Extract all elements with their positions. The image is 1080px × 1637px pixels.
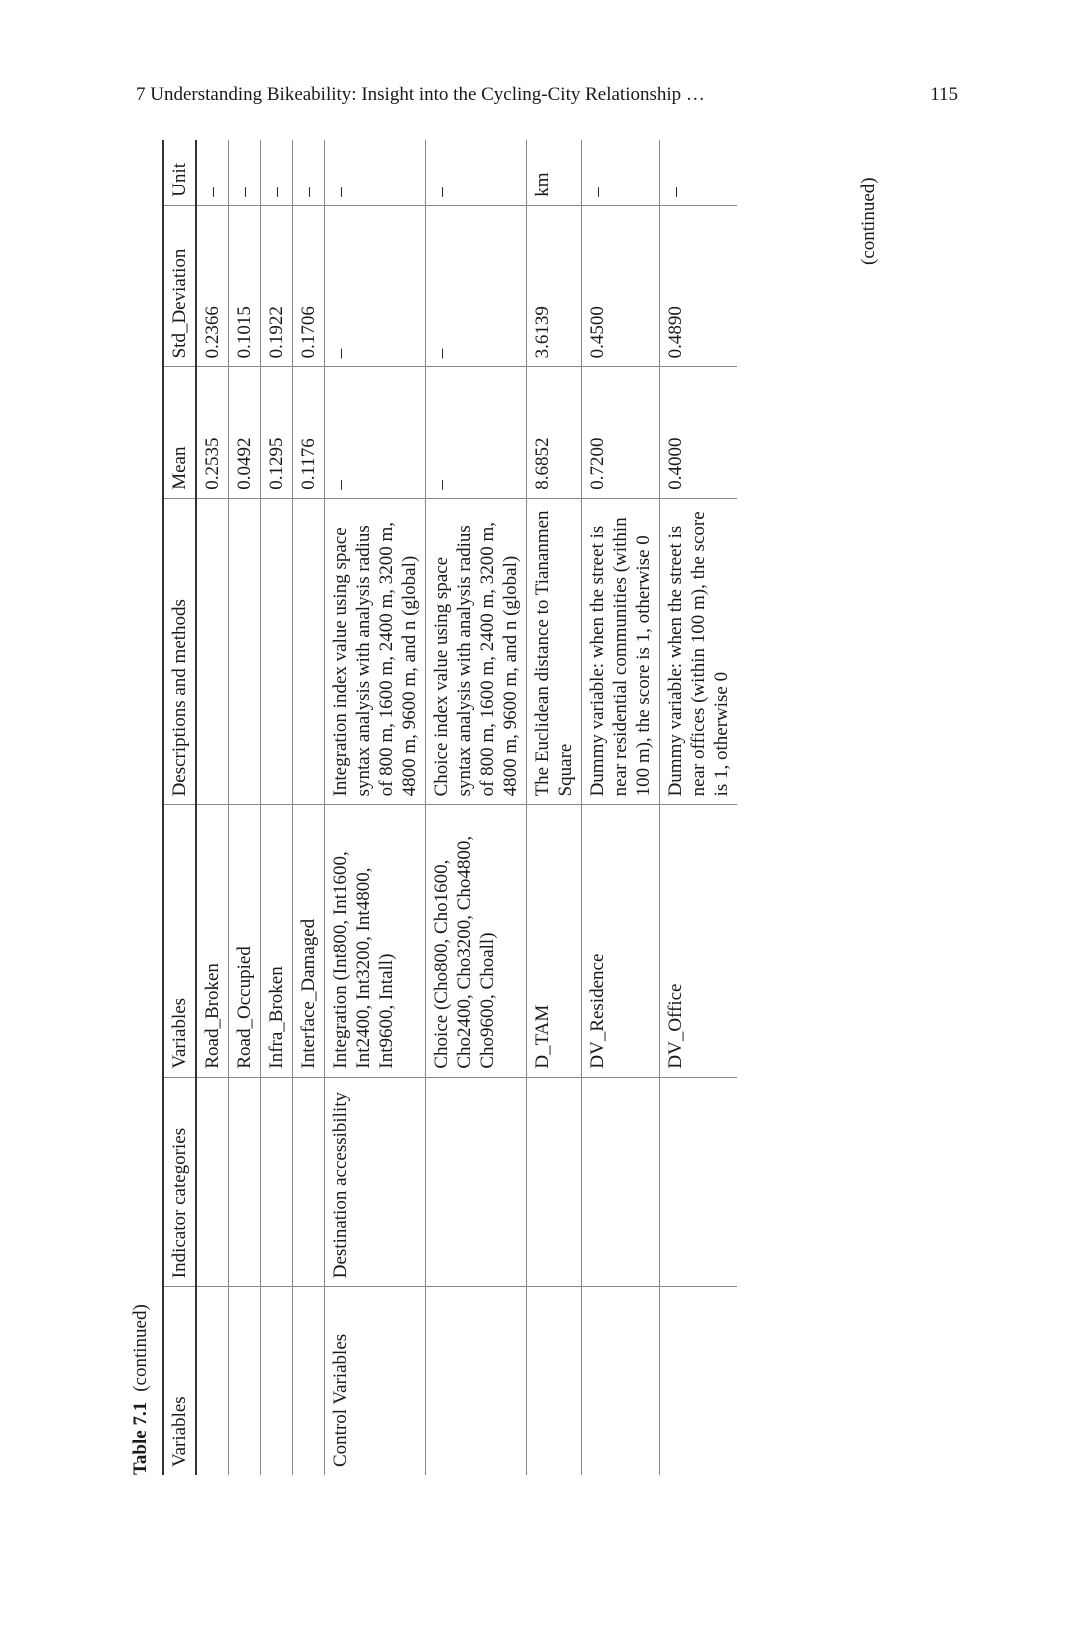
- page-number: 115: [930, 84, 958, 105]
- cell-category: [229, 1077, 261, 1287]
- continued-footer: (continued): [858, 177, 879, 265]
- cell-group: Control Variables: [325, 1287, 426, 1475]
- cell-mean: –: [426, 367, 527, 498]
- cell-unit: –: [196, 140, 229, 205]
- table-row: [527, 140, 582, 1475]
- cell-unit: –: [426, 140, 527, 205]
- cell-variable: Road_Broken: [196, 805, 229, 1077]
- cell-std: 0.2366: [196, 205, 229, 367]
- cell-mean: –: [325, 367, 426, 498]
- rotated-table-block: [126, 140, 892, 1475]
- cell-unit: km: [527, 140, 582, 205]
- cell-description: [293, 498, 325, 805]
- cell-unit: –: [582, 140, 660, 205]
- table-row: [582, 140, 660, 1475]
- col-header-std: Std_Deviation: [163, 205, 196, 367]
- cell-unit: –: [660, 140, 738, 205]
- table-row: [426, 140, 527, 1475]
- cell-unit: –: [325, 140, 426, 205]
- data-table: [162, 140, 737, 1475]
- cell-description: Integration index value using space syntax analysis with analysis radius of 800 m, 1600 m, 2400 m, 3200 m, 4800 m, 9600 m, and n (global): [325, 498, 426, 805]
- cell-std: –: [426, 205, 527, 367]
- cell-mean: 0.0492: [229, 367, 261, 498]
- cell-variable: Choice (Cho800, Cho1600, Cho2400, Cho3200, Cho4800, Cho9600, Choall): [426, 805, 527, 1077]
- cell-mean: 0.1295: [261, 367, 293, 498]
- running-header: [136, 84, 958, 114]
- cell-mean: 0.2535: [196, 367, 229, 498]
- cell-category: [196, 1077, 229, 1287]
- cell-group: [293, 1287, 325, 1475]
- cell-std: 0.4500: [582, 205, 660, 367]
- chapter-title: 7 Understanding Bikeability: Insight into the Cycling-City Relationship …: [136, 84, 705, 105]
- cell-mean: 0.4000: [660, 367, 738, 498]
- cell-std: 3.6139: [527, 205, 582, 367]
- cell-description: The Euclidean distance to Tiananmen Square: [527, 498, 582, 805]
- cell-group: [527, 1287, 582, 1475]
- cell-group: [582, 1287, 660, 1475]
- table-caption: [126, 1304, 156, 1475]
- col-header-variables: Variables: [169, 1396, 190, 1467]
- col-header-variable-names: Variables: [163, 805, 196, 1077]
- col-header-mean: Mean: [163, 367, 196, 498]
- cell-category: [660, 1077, 738, 1287]
- cell-mean: 8.6852: [527, 367, 582, 498]
- table-row: [293, 140, 325, 1475]
- cell-category: [293, 1077, 325, 1287]
- cell-group: [229, 1287, 261, 1475]
- col-header-descriptions: Descriptions and methods: [163, 498, 196, 805]
- cell-group: [196, 1287, 229, 1475]
- cell-std: 0.1015: [229, 205, 261, 367]
- cell-unit: –: [293, 140, 325, 205]
- cell-variable: Interface_Damaged: [293, 805, 325, 1077]
- cell-variable: DV_Residence: [582, 805, 660, 1077]
- cell-unit: –: [229, 140, 261, 205]
- table-row: [660, 140, 738, 1475]
- cell-category: [527, 1077, 582, 1287]
- cell-variable: DV_Office: [660, 805, 738, 1077]
- cell-std: 0.1922: [261, 205, 293, 367]
- cell-description: [229, 498, 261, 805]
- cell-std: –: [325, 205, 426, 367]
- cell-description: [261, 498, 293, 805]
- col-header-unit: Unit: [163, 140, 196, 205]
- cell-category: [261, 1077, 293, 1287]
- cell-category: [426, 1077, 527, 1287]
- table-header-row: [163, 140, 196, 1475]
- cell-variable: Infra_Broken: [261, 805, 293, 1077]
- cell-group: [261, 1287, 293, 1475]
- table-row: [261, 140, 293, 1475]
- cell-unit: –: [261, 140, 293, 205]
- table-row: [325, 140, 426, 1475]
- table-row: [229, 140, 261, 1475]
- cell-description: Dummy variable: when the street is near offices (within 100 m), the score is 1, otherwise 0: [660, 498, 738, 805]
- cell-group: [426, 1287, 527, 1475]
- cell-category: [582, 1077, 660, 1287]
- cell-variable: D_TAM: [527, 805, 582, 1077]
- cell-group: [660, 1287, 738, 1475]
- cell-variable: Road_Occupied: [229, 805, 261, 1077]
- cell-mean: 0.7200: [582, 367, 660, 498]
- table-row: [196, 140, 229, 1475]
- cell-mean: 0.1176: [293, 367, 325, 498]
- col-header-indicator-categories: Indicator categories: [163, 1077, 196, 1287]
- cell-std: 0.1706: [293, 205, 325, 367]
- table-continued-label: (continued): [130, 1304, 151, 1392]
- cell-description: [196, 498, 229, 805]
- table-label: Table 7.1: [130, 1401, 151, 1475]
- cell-description: Choice index value using space syntax analysis with analysis radius of 800 m, 1600 m, 2400 m, 3200 m, 4800 m, 9600 m, and n (global): [426, 498, 527, 805]
- cell-description: Dummy variable: when the street is near residential communities (within 100 m), the score is 1, otherwise 0: [582, 498, 660, 805]
- cell-variable: Integration (Int800, Int1600, Int2400, Int3200, Int4800, Int9600, Intall): [325, 805, 426, 1077]
- cell-category: Destination accessibility: [325, 1077, 426, 1287]
- cell-std: 0.4890: [660, 205, 738, 367]
